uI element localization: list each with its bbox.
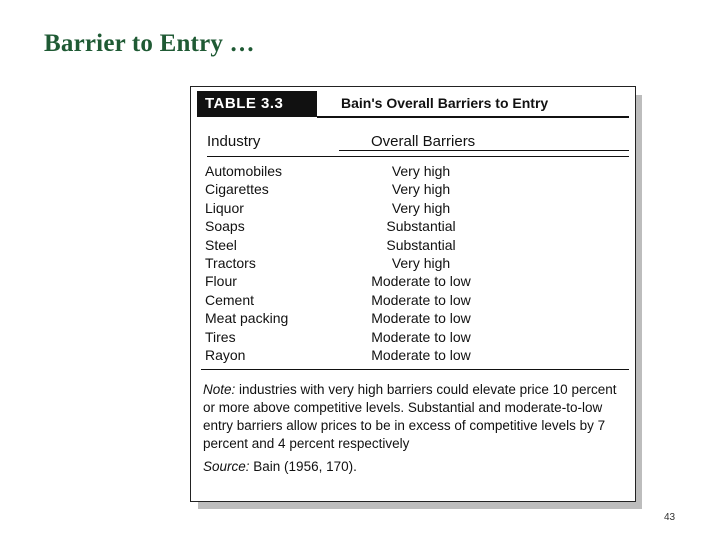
- industry-cell: Steel: [205, 236, 237, 253]
- slide-title: Barrier to Entry …: [44, 30, 255, 57]
- table-row: [191, 163, 635, 181]
- barrier-cell: Very high: [391, 199, 451, 216]
- industry-cell: Rayon: [205, 346, 246, 363]
- column-header-industry: Industry: [207, 133, 261, 150]
- note-text: industries with very high barriers could elevate price 10 percent or more above competitive levels. Substantial and moderate-to-low entry barriers allow prices to be in excess of competitive levels by 7 percent and 4 percent respectively: [203, 382, 617, 451]
- note-label: Note:: [203, 382, 236, 397]
- scanned-table-image: [190, 86, 636, 502]
- table-source: [203, 459, 357, 474]
- barrier-cell: Moderate to low: [371, 328, 471, 345]
- industry-cell: Meat packing: [205, 310, 289, 327]
- barrier-cell: Very high: [391, 254, 451, 271]
- barrier-cell: Moderate to low: [371, 273, 471, 290]
- column-header-barriers: Overall Barriers: [371, 133, 476, 150]
- page-number: 43: [664, 512, 676, 523]
- table-row: [191, 329, 635, 347]
- table-rule: [317, 116, 629, 118]
- table-row: [191, 292, 635, 310]
- column-rule: [207, 156, 629, 157]
- table-row: [191, 273, 635, 291]
- table-row: [191, 181, 635, 199]
- industry-cell: Cement: [205, 291, 255, 308]
- source-text: Bain (1956, 170).: [249, 459, 357, 474]
- source-label: Source:: [203, 459, 250, 474]
- table-note: [203, 381, 629, 453]
- barrier-cell: Very high: [391, 181, 451, 198]
- industry-cell: Soaps: [205, 218, 245, 235]
- industry-cell: Liquor: [205, 199, 244, 216]
- table-body: [191, 163, 635, 365]
- industry-cell: Tires: [205, 328, 236, 345]
- industry-cell: Cigarettes: [205, 181, 269, 198]
- table-rule: [201, 369, 629, 370]
- table-row: [191, 200, 635, 218]
- table-label: TABLE 3.3: [197, 91, 317, 117]
- table-row: [191, 310, 635, 328]
- industry-cell: Tractors: [205, 254, 256, 271]
- barrier-cell: Moderate to low: [371, 291, 471, 308]
- table-row: [191, 255, 635, 273]
- barrier-cell: Substantial: [386, 236, 456, 253]
- table-row: [191, 237, 635, 255]
- table-row: [191, 347, 635, 365]
- table-caption: Bain's Overall Barriers to Entry: [341, 95, 549, 111]
- barrier-cell: Moderate to low: [371, 346, 471, 363]
- column-rule: [339, 150, 629, 151]
- industry-cell: Automobiles: [205, 163, 283, 179]
- industry-cell: Flour: [205, 273, 237, 290]
- barrier-cell: Very high: [391, 163, 451, 179]
- table-header: [191, 87, 635, 117]
- table-row: [191, 218, 635, 236]
- barrier-cell: Moderate to low: [371, 310, 471, 327]
- barrier-cell: Substantial: [386, 218, 456, 235]
